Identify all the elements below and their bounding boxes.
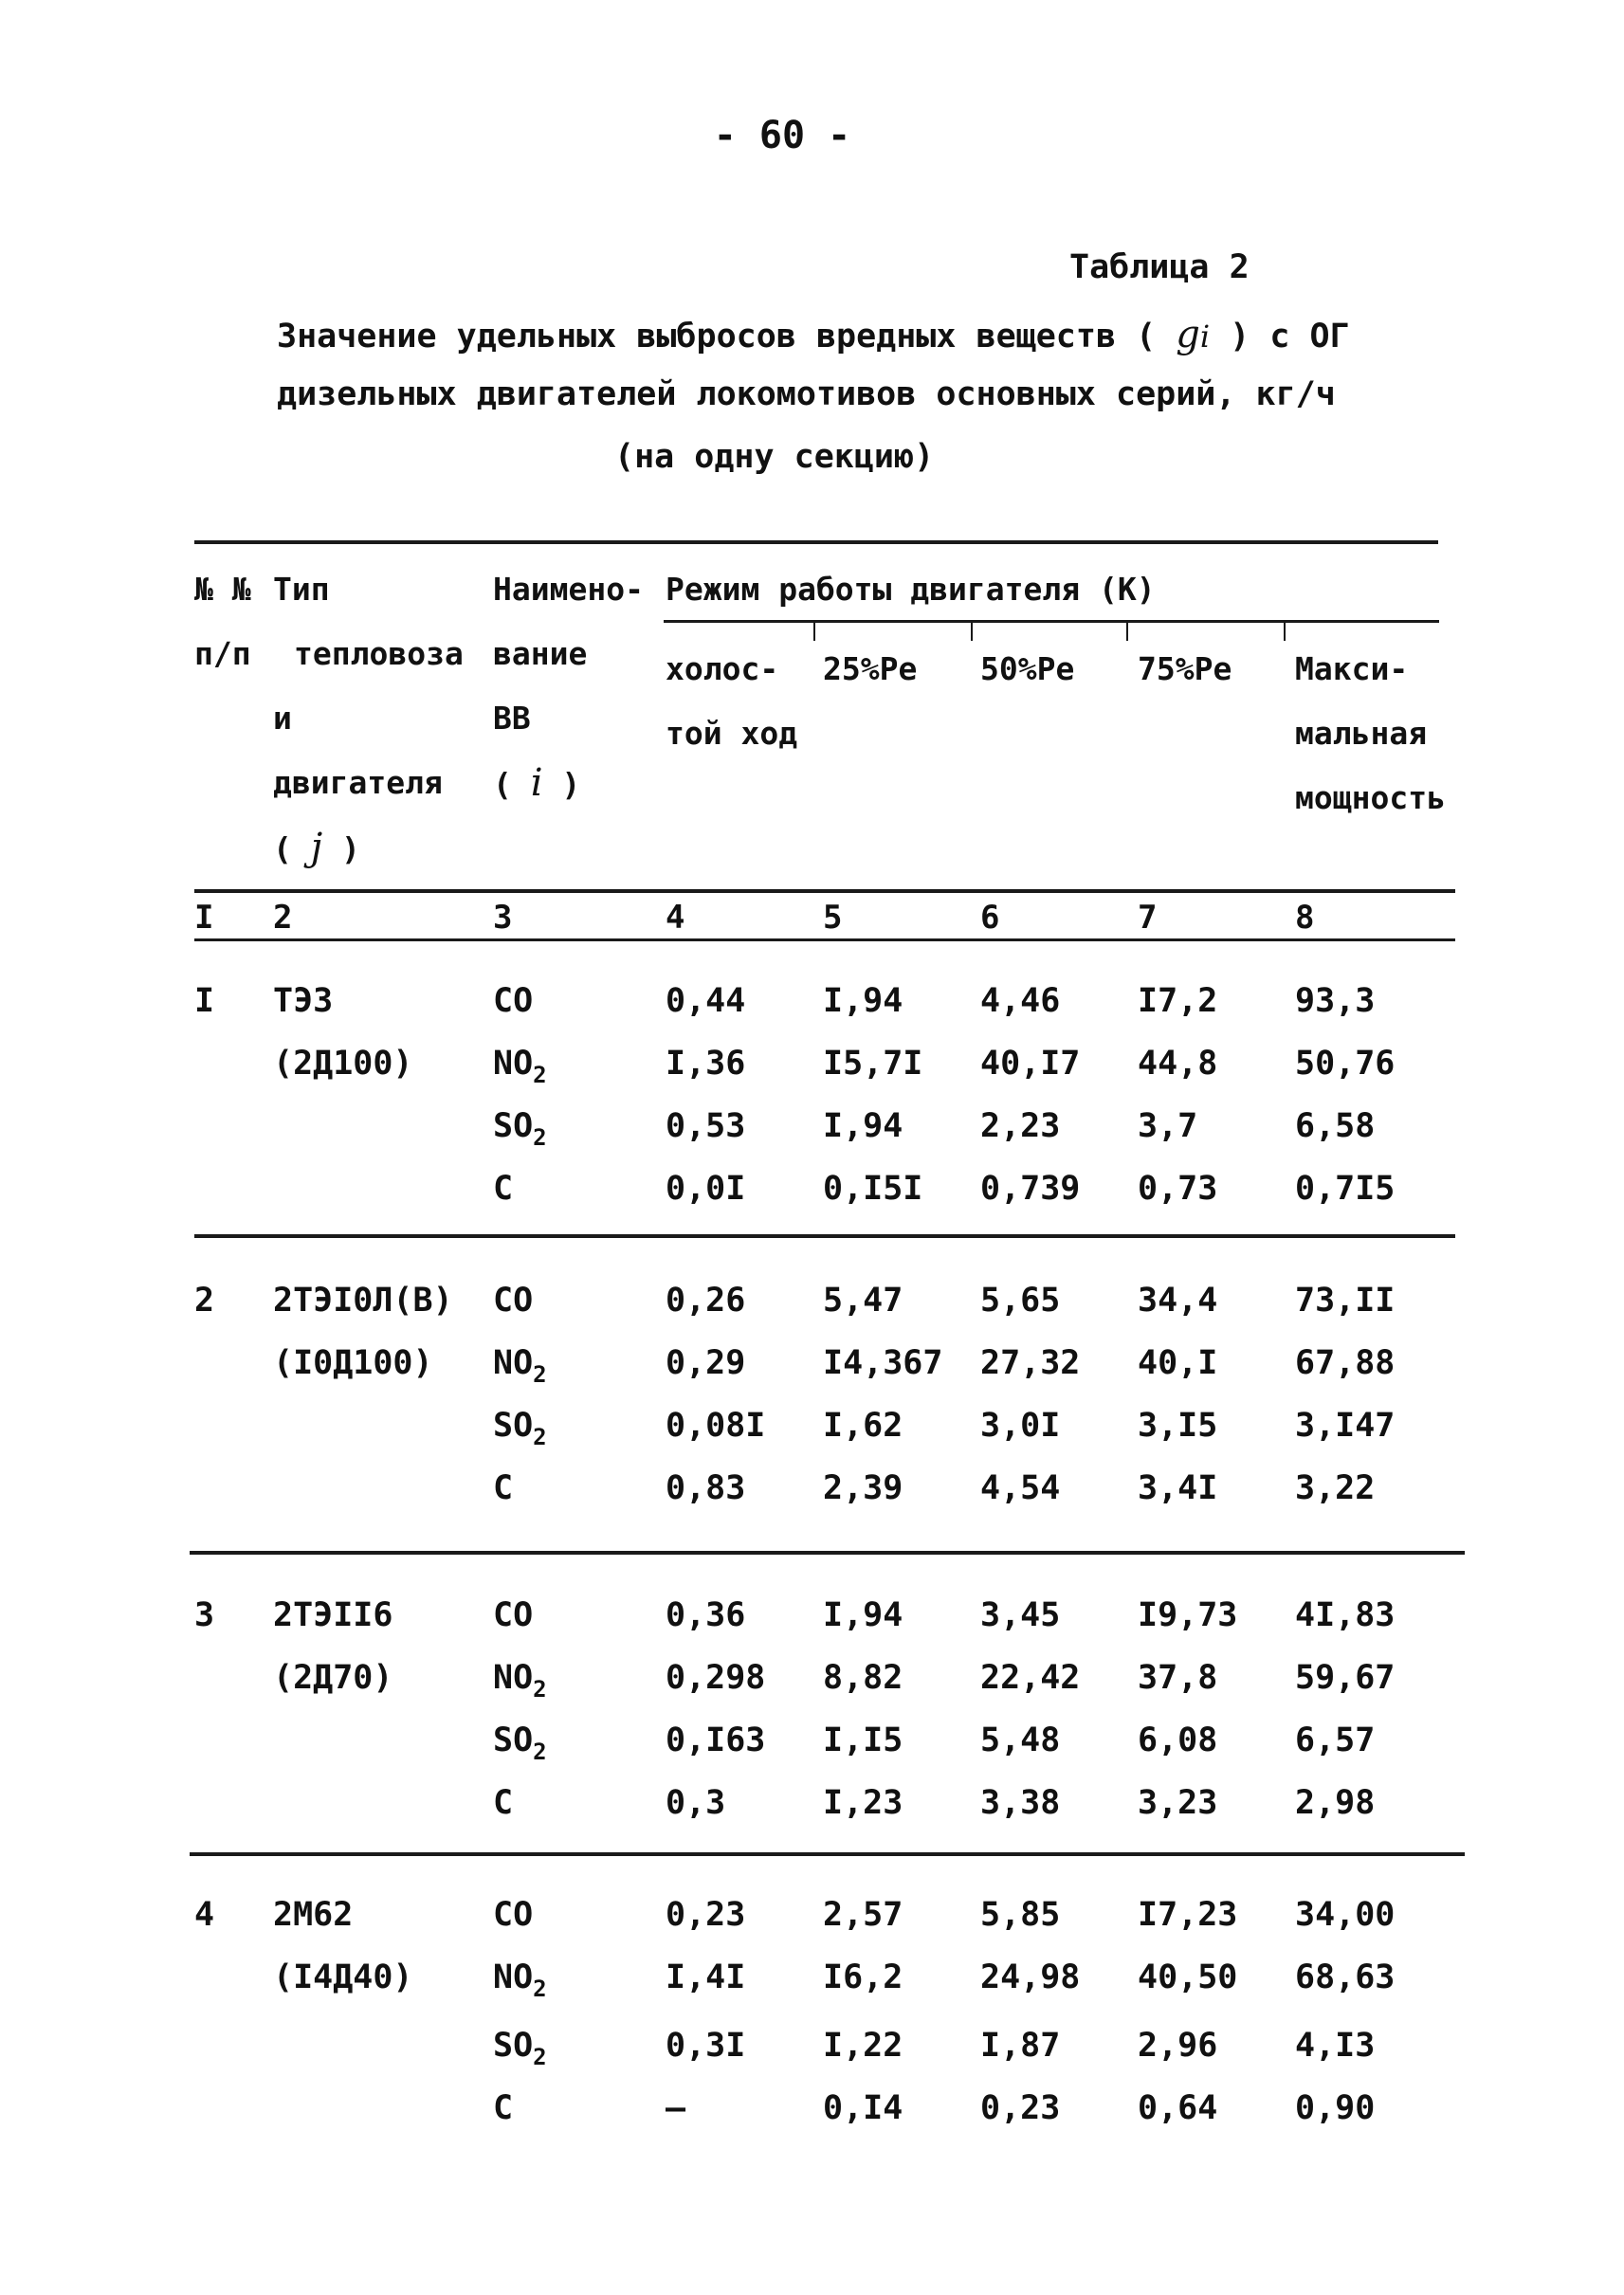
header-col-substance-line4: [493, 751, 644, 817]
table-caption-line1: [277, 313, 1350, 356]
value-idle: 0,36: [666, 1596, 746, 1634]
value-idle: 0,3I: [666, 2027, 746, 2065]
header-col-type-line2: тепловоза: [294, 635, 464, 672]
substance-name: [493, 1107, 547, 1151]
value-75: 3,I5: [1138, 1407, 1218, 1445]
header-mode-25: 25%Ре: [823, 650, 918, 687]
column-numbers-rule: [194, 938, 1455, 941]
value-25: I5,7I: [823, 1045, 923, 1083]
value-max: 73,II: [1295, 1282, 1396, 1320]
value-25: I,23: [823, 1784, 903, 1822]
locomotive-type: 2ТЭI0Л(В): [273, 1282, 453, 1320]
value-idle: 0,0I: [666, 1170, 746, 1208]
engine-type: (I4Д40): [273, 1958, 413, 1996]
header-mode-idle-line2: той ход: [666, 715, 798, 752]
value-50: 3,38: [980, 1784, 1061, 1822]
substance-subscript: 2: [533, 2044, 547, 2070]
column-number-4: 4: [666, 899, 685, 937]
substance-name: [493, 1407, 547, 1450]
value-75: 0,73: [1138, 1170, 1218, 1208]
value-25: I,I5: [823, 1721, 903, 1759]
table-top-rule: [194, 540, 1438, 544]
locomotive-type: ТЭ3: [273, 982, 334, 1020]
header-j-close: ): [341, 830, 360, 867]
substance-name: [493, 1721, 547, 1765]
value-25: 2,39: [823, 1469, 903, 1507]
table-caption-line2: дизельных двигателей локомотивов основных серий, кг/ч: [277, 375, 1336, 413]
header-j-open: (: [273, 830, 292, 867]
substance-name: [493, 1784, 513, 1828]
header-mode-50: 50%Ре: [980, 650, 1075, 687]
header-mode-idle: [666, 637, 797, 766]
header-col-type-line4: двигателя: [273, 764, 443, 801]
header-mode-max: [1295, 637, 1446, 830]
value-idle: I,4I: [666, 1958, 746, 1996]
substance-formula: CO: [493, 1596, 534, 1634]
value-75: 0,64: [1138, 2089, 1218, 2127]
value-max: 0,7I5: [1295, 1170, 1396, 1208]
value-idle: 0,26: [666, 1282, 746, 1320]
substance-formula: SO: [493, 2027, 534, 2065]
header-col-substance: [493, 557, 644, 817]
value-75: 40,I: [1138, 1344, 1218, 1382]
locomotive-type: 2ТЭII6: [273, 1596, 393, 1634]
value-50: 2,23: [980, 1107, 1061, 1145]
substance-subscript: 2: [533, 1424, 547, 1450]
substance-subscript: 2: [533, 1062, 547, 1088]
column-number-7: 7: [1138, 899, 1158, 937]
group-divider-2: [190, 1551, 1465, 1555]
substance-subscript: 2: [533, 1676, 547, 1703]
value-75: 2,96: [1138, 2027, 1218, 2065]
row-number: 3: [194, 1596, 215, 1634]
value-max: 59,67: [1295, 1659, 1396, 1697]
value-75: 37,8: [1138, 1659, 1218, 1697]
substance-name: [493, 2027, 547, 2070]
value-max: 50,76: [1295, 1045, 1396, 1083]
header-col-type-line1: Тип: [273, 571, 330, 608]
value-25: I,94: [823, 1107, 903, 1145]
header-col-substance-line1: Наимено-: [493, 571, 644, 608]
substance-name: [493, 1469, 513, 1513]
header-col-type: [273, 557, 464, 882]
header-mode-group: Режим работы двигателя (К): [666, 571, 1156, 608]
value-max: 67,88: [1295, 1344, 1396, 1382]
value-idle: 0,29: [666, 1344, 746, 1382]
substance-subscript: 2: [533, 1739, 547, 1765]
value-max: 34,00: [1295, 1896, 1396, 1934]
column-number-2: 2: [273, 899, 293, 937]
column-number-3: 3: [493, 899, 513, 937]
value-max: 3,I47: [1295, 1407, 1396, 1445]
caption-suffix: ) с ОГ: [1230, 318, 1350, 355]
substance-subscript: 2: [533, 1124, 547, 1151]
row-number: I: [194, 982, 215, 1020]
substance-formula: C: [493, 2089, 514, 2127]
header-col-substance-line2: вание: [493, 635, 588, 672]
substance-name: [493, 1045, 547, 1088]
value-25: I,22: [823, 2027, 903, 2065]
substance-name: [493, 1958, 547, 2002]
header-mode-max-line2: мальная: [1295, 715, 1428, 752]
substance-formula: NO: [493, 1344, 534, 1382]
value-idle: 0,44: [666, 982, 746, 1020]
value-50: 24,98: [980, 1958, 1081, 1996]
substance-formula: SO: [493, 1721, 534, 1759]
header-col-type-line3: и: [273, 700, 292, 737]
group-divider-1: [194, 1234, 1455, 1238]
value-max: 0,90: [1295, 2089, 1376, 2127]
substance-formula: CO: [493, 1282, 534, 1320]
value-75: 40,50: [1138, 1958, 1238, 1996]
caption-prefix: Значение удельных выбросов вредных веществ (: [277, 318, 1157, 355]
page-number: - 60 -: [713, 114, 851, 157]
value-75: 34,4: [1138, 1282, 1218, 1320]
value-25: I,94: [823, 1596, 903, 1634]
substance-subscript: 2: [533, 1361, 547, 1388]
value-idle: 0,3: [666, 1784, 726, 1822]
value-75: 3,23: [1138, 1784, 1218, 1822]
substance-formula: CO: [493, 1896, 534, 1934]
value-25: 5,47: [823, 1282, 903, 1320]
engine-type: (2Д100): [273, 1045, 413, 1083]
substance-formula: C: [493, 1469, 514, 1507]
header-col-number-line1: № №: [194, 571, 251, 608]
mode-divider-5: [813, 622, 815, 641]
value-75: 3,4I: [1138, 1469, 1218, 1507]
column-number-8: 8: [1295, 899, 1315, 937]
substance-subscript: 2: [533, 1976, 547, 2002]
value-max: 6,58: [1295, 1107, 1376, 1145]
caption-symbol-i: i: [1199, 319, 1211, 355]
value-75: I9,73: [1138, 1596, 1238, 1634]
value-idle: 0,83: [666, 1469, 746, 1507]
value-25: I,62: [823, 1407, 903, 1445]
substance-name: [493, 2089, 513, 2133]
value-max: 3,22: [1295, 1469, 1376, 1507]
substance-formula: NO: [493, 1958, 534, 1996]
value-75: I7,2: [1138, 982, 1218, 1020]
value-idle: 0,08I: [666, 1407, 766, 1445]
value-50: 3,0I: [980, 1407, 1061, 1445]
substance-name: [493, 1896, 533, 1940]
header-mode-max-line1: Макси-: [1295, 650, 1409, 687]
table-label: Таблица 2: [1069, 248, 1250, 286]
row-number: 4: [194, 1896, 215, 1934]
column-number-5: 5: [823, 899, 843, 937]
header-col-number-line2: п/п: [194, 635, 251, 672]
value-50: 5,48: [980, 1721, 1061, 1759]
header-bottom-rule: [194, 889, 1455, 893]
header-i-close: ): [561, 766, 581, 803]
engine-type: (2Д70): [273, 1659, 393, 1697]
value-25: 0,I5I: [823, 1170, 923, 1208]
substance-name: [493, 1659, 547, 1703]
substance-formula: SO: [493, 1107, 534, 1145]
mode-divider-7: [1126, 622, 1128, 641]
value-max: 2,98: [1295, 1784, 1376, 1822]
header-mode-idle-line1: холос-: [666, 650, 779, 687]
locomotive-type: 2М62: [273, 1896, 354, 1934]
substance-name: [493, 1596, 533, 1640]
value-25: I6,2: [823, 1958, 903, 1996]
mode-divider-8: [1284, 622, 1286, 641]
caption-symbol-g: g: [1176, 313, 1200, 356]
header-col-type-line5: [273, 815, 464, 882]
value-75: I7,23: [1138, 1896, 1238, 1934]
group-divider-3: [190, 1852, 1465, 1856]
value-50: 5,65: [980, 1282, 1061, 1320]
row-number: 2: [194, 1282, 215, 1320]
value-50: 3,45: [980, 1596, 1061, 1634]
header-mode-max-line3: мощность: [1295, 779, 1446, 816]
value-idle: 0,53: [666, 1107, 746, 1145]
value-max: 4I,83: [1295, 1596, 1396, 1634]
substance-formula: SO: [493, 1407, 534, 1445]
value-25: I4,367: [823, 1344, 943, 1382]
value-50: 4,54: [980, 1469, 1061, 1507]
value-max: 4,I3: [1295, 2027, 1376, 2065]
header-mode-75: 75%Ре: [1138, 650, 1232, 687]
value-50: 0,23: [980, 2089, 1061, 2127]
header-col-substance-line3: ВВ: [493, 700, 531, 737]
column-number-1: I: [194, 899, 214, 937]
value-max: 68,63: [1295, 1958, 1396, 1996]
value-75: 44,8: [1138, 1045, 1218, 1083]
header-i-open: (: [493, 766, 512, 803]
value-50: 4,46: [980, 982, 1061, 1020]
value-25: I,94: [823, 982, 903, 1020]
header-col-number: [194, 557, 251, 686]
value-max: 6,57: [1295, 1721, 1376, 1759]
substance-formula: CO: [493, 982, 534, 1020]
table-caption-line3: (на одну секцию): [614, 438, 935, 476]
value-idle: 0,23: [666, 1896, 746, 1934]
value-25: 8,82: [823, 1659, 903, 1697]
substance-name: [493, 1170, 513, 1213]
value-idle: I,36: [666, 1045, 746, 1083]
value-75: 3,7: [1138, 1107, 1198, 1145]
value-50: 22,42: [980, 1659, 1081, 1697]
substance-formula: NO: [493, 1659, 534, 1697]
value-idle: 0,I63: [666, 1721, 766, 1759]
engine-type: (I0Д100): [273, 1344, 433, 1382]
mode-divider-6: [971, 622, 973, 641]
substance-name: [493, 1282, 533, 1325]
substance-formula: C: [493, 1784, 514, 1822]
header-i-symbol: i: [530, 761, 543, 805]
header-j-symbol: j: [310, 826, 323, 869]
value-50: 27,32: [980, 1344, 1081, 1382]
value-idle: –: [666, 2089, 686, 2127]
value-idle: 0,298: [666, 1659, 766, 1697]
substance-name: [493, 1344, 547, 1388]
substance-formula: C: [493, 1170, 514, 1208]
value-25: 0,I4: [823, 2089, 903, 2127]
value-50: 0,739: [980, 1170, 1081, 1208]
value-75: 6,08: [1138, 1721, 1218, 1759]
value-50: I,87: [980, 2027, 1061, 2065]
value-max: 93,3: [1295, 982, 1376, 1020]
substance-formula: NO: [493, 1045, 534, 1083]
value-50: 5,85: [980, 1896, 1061, 1934]
value-25: 2,57: [823, 1896, 903, 1934]
column-number-6: 6: [980, 899, 1000, 937]
value-50: 40,I7: [980, 1045, 1081, 1083]
substance-name: [493, 982, 533, 1026]
